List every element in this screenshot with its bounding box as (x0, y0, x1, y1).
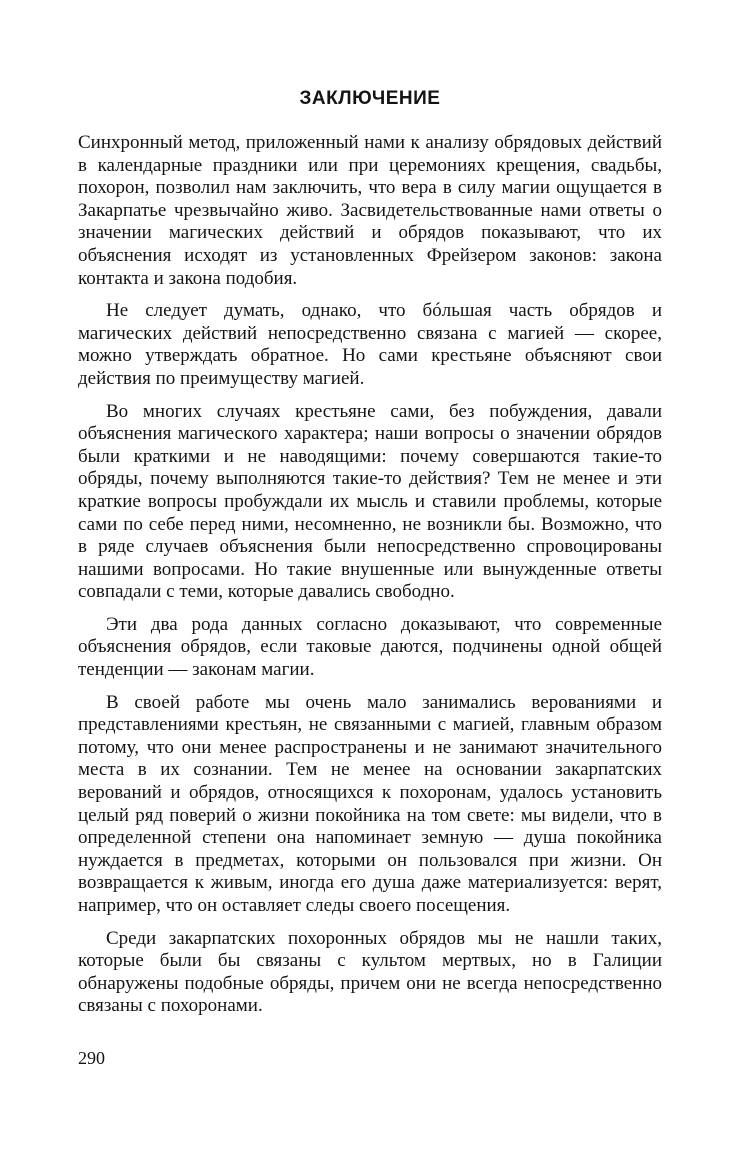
page-body (78, 88, 662, 1028)
page-number: 290 (78, 1048, 105, 1068)
chapter-title: ЗАКЛЮЧЕНИЕ (299, 88, 441, 109)
paragraph-2: Не следует думать, однако, что бóльшая часть обрядов и магических действий непосредственно связана с магией — скорее, можно утверждать обратное. Но сами крестьяне объясняют свои действия по преимуществу магией. (78, 300, 662, 389)
paragraph-6: Среди закарпатских похоронных обрядов мы не нашли таких, которые были бы связаны с культом мертвых, но в Галиции обнаружены подобные обряды, причем они не всегда непосредственно связаны с похоронами. (78, 927, 662, 1017)
paragraph-3: Во многих случаях крестьяне сами, без побуждения, давали объяснения магического характера; наши вопросы о значении обрядов были краткими и не наводящими: почему совершаются такие-то обряды, почему выполняются такие-то действия? Тем не менее и эти краткие вопросы пробуждали их мысль и ставили проблемы, которые сами по себе перед ними, несомненно, не возникли бы. Возможно, что в ряде случаев объяснения были непосредственно спровоцированы нашими вопросами. Но такие внушенные или вынужденные ответы совпадали с теми, которые давались свободно. (78, 400, 662, 603)
paragraph-5: В своей работе мы очень мало занимались верованиями и представлениями крестьян, не связанными с магией, главным образом потому, что они менее распространены и не занимают значительного места в их сознании. Тем не менее на основании закарпатских верований и обрядов, относящихся к похоронам, удалось установить целый ряд поверий о жизни покойника на том свете: мы видели, что в определенной степени она напоминает земную — душа покойника нуждается в предметах, которыми он пользовался при жизни. Он возвращается к живым, иногда его душа даже материализуется: верят, например, что он оставляет следы своего посещения. (78, 691, 662, 916)
paragraph-4: Эти два рода данных согласно доказывают, что современные объяснения обрядов, если таковые даются, подчинены одной общей тенденции — законам магии. (78, 613, 662, 681)
paragraph-1: Синхронный метод, приложенный нами к анализу обрядовых действий в календарные праздники или при церемониях крещения, свадьбы, похорон, позволил нам заключить, что вера в силу магии ощущается в Закарпатье чрезвычайно живо. Засвидетельствованные нами ответы о значении магических действий и обрядов показывают, что их объяснения исходят из установленных Фрейзером законов: закона контакта и закона подобия. (78, 132, 662, 289)
